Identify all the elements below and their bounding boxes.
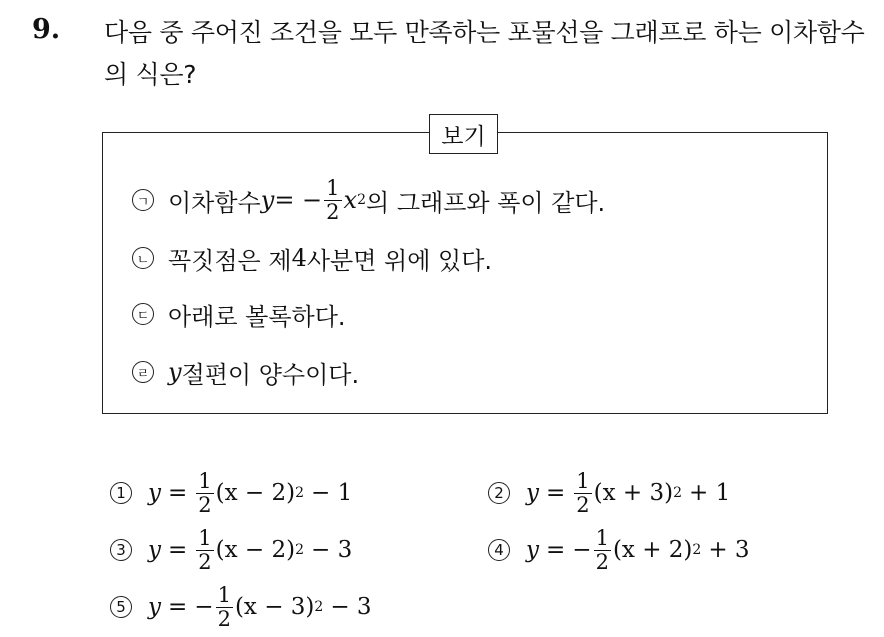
condition-4-var: y	[168, 358, 182, 386]
condition-1-fraction	[324, 177, 341, 222]
question-text: 다음 중 주어진 조건을 모두 만족하는 포물선을 그래프로 하는 이차함수의 식은?	[104, 18, 865, 89]
condition-2-text-pre: 꼭짓점은 제	[168, 246, 292, 275]
choice-1-lhs: y	[148, 480, 161, 506]
choice-5-tail: − 3	[330, 594, 372, 620]
choice-2-tail: + 1	[689, 480, 731, 506]
choice-5-frac-den: 2	[217, 606, 231, 631]
choice-2-fraction	[574, 470, 591, 515]
choice-2-frac-den: 2	[576, 492, 590, 517]
choice-3-eq: =	[168, 537, 188, 563]
condition-4-marker: ㄹ	[132, 361, 154, 383]
choice-1-tail: − 1	[311, 480, 353, 506]
choice-3-lhs: y	[148, 537, 161, 563]
choice-3-fraction	[196, 527, 213, 572]
condition-4	[132, 352, 359, 392]
choice-5-sign: −	[194, 594, 214, 620]
choice-4-frac-num: 1	[595, 526, 609, 551]
choice-5-eq: =	[168, 594, 188, 620]
choice-3-tail: − 3	[311, 537, 353, 563]
choice-4-fraction	[594, 527, 611, 572]
condition-1-eq: = −	[274, 186, 323, 214]
choice-4-eq: =	[546, 537, 566, 563]
choice-5-exp: 2	[314, 599, 324, 615]
choice-4-inner: (x + 2)	[612, 537, 693, 563]
condition-3-marker: ㄷ	[132, 303, 154, 325]
choice-1-fraction	[196, 470, 213, 515]
condition-2	[132, 238, 492, 278]
choice-1-exp: 2	[295, 485, 305, 501]
choice-5-number: 5	[110, 596, 132, 618]
choice-4-lhs: y	[526, 537, 539, 563]
choice-2[interactable]	[488, 463, 730, 523]
condition-3-text: 아래로 볼록하다.	[168, 302, 346, 331]
choice-4-frac-den: 2	[595, 549, 609, 574]
choice-4-tail: + 3	[708, 537, 750, 563]
conditions-box-title: 보기	[429, 114, 498, 154]
choice-3-number: 3	[110, 539, 132, 561]
choice-3-frac-den: 2	[198, 549, 212, 574]
choice-3-exp: 2	[295, 542, 305, 558]
condition-1-frac-num: 1	[326, 176, 340, 201]
choice-5-lhs: y	[148, 594, 161, 620]
choice-5-inner: (x − 3)	[234, 594, 315, 620]
choice-1[interactable]	[110, 463, 352, 523]
choice-2-frac-num: 1	[576, 469, 590, 494]
condition-2-marker: ㄴ	[132, 247, 154, 269]
condition-1	[132, 176, 606, 224]
choice-1-inner: (x − 2)	[215, 480, 296, 506]
choice-1-eq: =	[168, 480, 188, 506]
condition-1-var: y	[260, 186, 275, 214]
condition-1-marker: ㄱ	[132, 189, 154, 211]
choice-2-number: 2	[488, 482, 510, 504]
condition-2-text-post: 사분면 위에 있다.	[306, 246, 493, 275]
condition-1-text-after: 의 그래프와 폭이 같다.	[366, 188, 606, 217]
question-number: 9.	[32, 14, 61, 45]
choice-2-eq: =	[546, 480, 566, 506]
choice-1-frac-den: 2	[198, 492, 212, 517]
choice-5-fraction	[216, 584, 233, 629]
choice-4[interactable]	[488, 520, 750, 580]
choice-5-frac-num: 1	[217, 583, 231, 608]
choice-2-exp: 2	[673, 485, 683, 501]
condition-4-text: 절편이 양수이다.	[181, 360, 360, 389]
condition-3	[132, 294, 346, 334]
condition-2-number: 4	[291, 244, 307, 272]
choice-3-frac-num: 1	[198, 526, 212, 551]
choice-1-number: 1	[110, 482, 132, 504]
choice-4-exp: 2	[692, 542, 702, 558]
choice-2-inner: (x + 3)	[593, 480, 674, 506]
choice-3[interactable]	[110, 520, 352, 580]
condition-1-x: x	[343, 186, 358, 214]
choice-2-lhs: y	[526, 480, 539, 506]
choice-4-sign: −	[572, 537, 592, 563]
choice-1-frac-num: 1	[198, 469, 212, 494]
condition-1-text-before: 이차함수	[168, 188, 261, 217]
choice-5[interactable]	[110, 577, 372, 637]
choice-3-inner: (x − 2)	[215, 537, 296, 563]
condition-1-exp: 2	[357, 192, 367, 208]
condition-1-frac-den: 2	[326, 199, 340, 224]
choice-4-number: 4	[488, 539, 510, 561]
